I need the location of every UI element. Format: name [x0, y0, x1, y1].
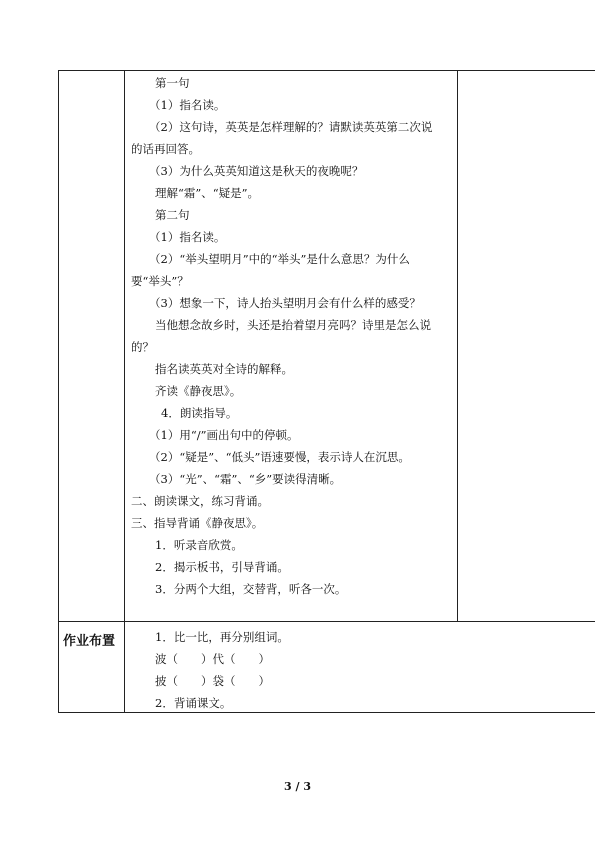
table-border-left	[58, 70, 59, 712]
homework-line: 披（ ）袋（ ）	[155, 674, 270, 688]
lesson-line: 2．揭示板书，引导背诵。	[155, 560, 289, 574]
lesson-line: 当他想念故乡时，头还是抬着望月亮吗？诗里是怎么说	[155, 318, 431, 332]
lesson-line: 齐读《静夜思》。	[155, 384, 242, 398]
lesson-line: 3．分两个大组，交替背，听各一次。	[155, 582, 347, 596]
lesson-line: 二、朗读课文，练习背诵。	[131, 494, 269, 508]
lesson-line: （3）“光”、“霜”、“乡”要读得清晰。	[149, 472, 342, 486]
homework-line: 2．背诵课文。	[155, 696, 232, 710]
page-number: 3 / 3	[284, 780, 311, 793]
column-divider-left	[124, 70, 125, 712]
table-border-top	[58, 70, 595, 71]
lesson-line: 第二句	[155, 208, 190, 222]
column-divider-right	[457, 70, 458, 621]
table-border-bottom	[58, 712, 595, 713]
lesson-line: 要“举头”？	[131, 274, 189, 288]
row-divider	[58, 621, 595, 622]
lesson-line: （1）指名读。	[149, 230, 226, 244]
lesson-line: （3）为什么英英知道这是秋天的夜晚呢？	[149, 164, 364, 178]
lesson-line: 的话再回答。	[131, 142, 200, 156]
lesson-line: （3）想象一下，诗人抬头望明月会有什么样的感受？	[149, 296, 421, 310]
lesson-line: （2）这句诗，英英是怎样理解的？请默读英英第二次说	[149, 120, 433, 134]
lesson-line: 指名读英英对全诗的解释。	[155, 362, 293, 376]
homework-line: 1．比一比，再分别组词。	[155, 630, 289, 644]
lesson-line: 三、指导背诵《静夜思》。	[131, 516, 264, 530]
lesson-line: 1．听录音欣赏。	[155, 538, 243, 552]
homework-label: 作业布置	[63, 634, 116, 649]
lesson-line: 第一句	[155, 76, 190, 90]
lesson-line: 的？	[131, 340, 154, 354]
lesson-line: （2）“疑是”、“低头”语速要慢，表示诗人在沉思。	[149, 450, 410, 464]
lesson-line: （1）指名读。	[149, 98, 226, 112]
homework-line: 波（ ）代（ ）	[155, 652, 270, 666]
lesson-line: 理解“霜”、“疑是”。	[155, 186, 260, 200]
lesson-line: 4．朗读指导。	[161, 406, 238, 420]
lesson-line: （2）“举头望明月”中的“举头”是什么意思？为什么	[149, 252, 410, 266]
lesson-line: （1）用“/”画出句中的停顿。	[149, 428, 299, 442]
